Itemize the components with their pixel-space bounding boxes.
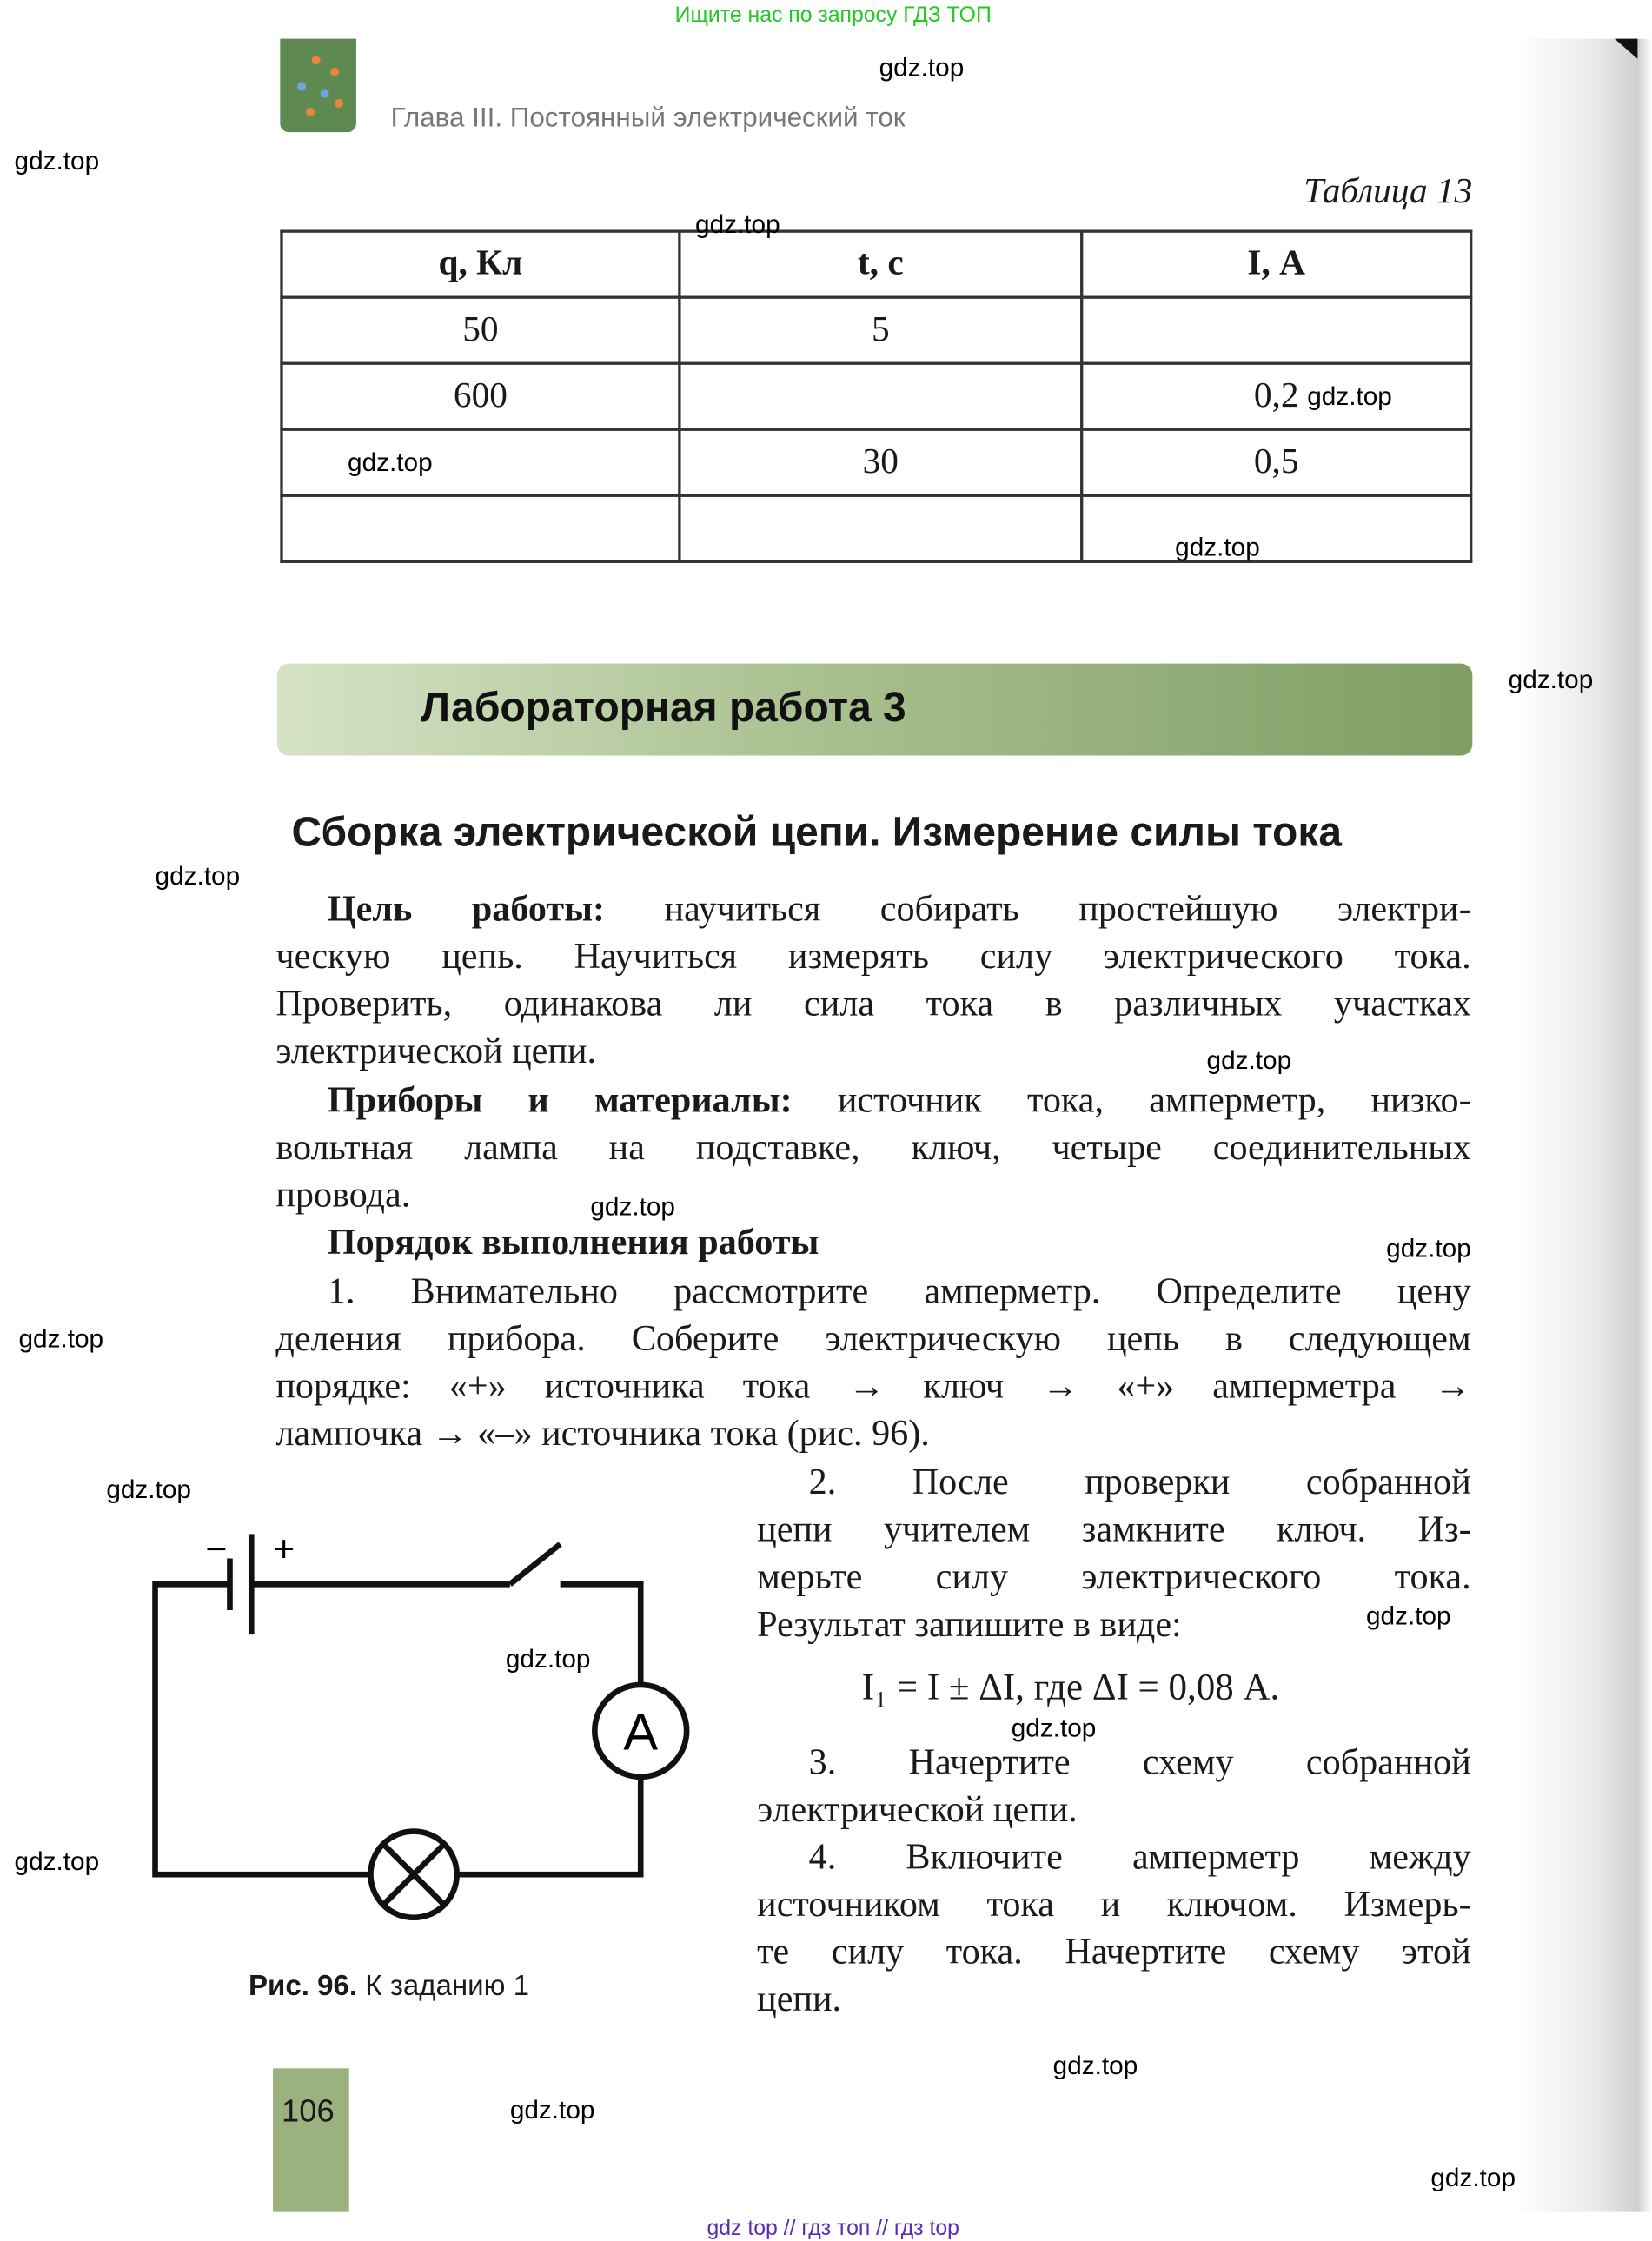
table-label: Таблица 13 (1304, 172, 1473, 211)
step3-line: электрической цепи. (757, 1787, 1078, 1830)
watermark: gdz.top (14, 1847, 100, 1876)
watermark: gdz.top (14, 146, 100, 176)
chapter-title: Глава III. Постоянный электрический ток (390, 103, 906, 134)
cell: 5 (680, 297, 1082, 363)
lab-banner-text: Лабораторная работа 3 (421, 685, 906, 732)
figure-caption (249, 1971, 529, 2004)
cell: 0,2 (1082, 363, 1471, 429)
page-number-tab (273, 2068, 349, 2211)
caption-label: Рис. 96. (248, 1970, 358, 2003)
cell: 0,5 (1082, 429, 1471, 495)
cell (282, 495, 680, 561)
watermark: gdz.top (1366, 1601, 1451, 1631)
cell (1082, 297, 1471, 363)
page-number: 106 (281, 2092, 335, 2129)
watermark: gdz.top (155, 861, 241, 891)
goal-label: Цель работы: (327, 887, 606, 930)
minus-sign: − (205, 1528, 228, 1570)
goal-line: Проверить, одинакова ли сила тока в различных участках (275, 982, 1471, 1024)
procedure-heading: Порядок выполнения работы (327, 1221, 819, 1263)
step1-line: лампочка → «–» источника тока (рис. 96). (275, 1411, 930, 1454)
watermark: gdz.top (1011, 1714, 1097, 1743)
step2-line: 2. После проверки собранной (808, 1461, 1471, 1503)
materials-line (328, 1076, 1471, 1124)
step1-line: деления прибора. Соберите электрическую цепь в следующем (275, 1316, 1471, 1359)
step4-line: 4. Включите амперметр между (808, 1835, 1471, 1878)
materials-label: Приборы и материалы: (327, 1078, 793, 1121)
header-i: I, А (1082, 231, 1471, 297)
cell (1082, 495, 1471, 561)
caption-text: К заданию 1 (357, 1970, 530, 2003)
cell: 50 (282, 297, 680, 363)
watermark: gdz.top (18, 1324, 104, 1354)
step4-line: источником тока и ключом. Измерь- (757, 1883, 1471, 1926)
cell (680, 363, 1082, 429)
table-row (282, 297, 1471, 363)
promo-top[interactable]: Ищите нас по запросу ГДЗ ТОП (674, 3, 992, 28)
step1-line: порядке: «+» источника тока → ключ → «+» амперметра → (275, 1364, 1471, 1407)
table-row (282, 363, 1471, 429)
chapter-icon (280, 39, 356, 132)
watermark: gdz.top (879, 53, 965, 83)
text: источник тока, амперметр, низко- (792, 1078, 1471, 1121)
step4-line: те силу тока. Начертите схему этой (757, 1930, 1471, 1972)
page-fold-shadow (1516, 39, 1652, 2212)
watermark: gdz.top (1386, 1233, 1471, 1263)
watermark: gdz.top (590, 1191, 675, 1222)
circuit-diagram (129, 1515, 704, 1946)
watermark: gdz.top (1307, 381, 1392, 411)
step1-line: 1. Внимательно рассмотрите амперметр. Определите цену (327, 1270, 1471, 1312)
watermark: gdz.top (106, 1475, 191, 1504)
watermark: gdz.top (1508, 665, 1594, 694)
goal-line: ческую цепь. Научиться измерять силу электрического тока. (275, 935, 1471, 978)
table-row (282, 495, 1471, 561)
lab-title: Сборка электрической цепи. Измерение силы тока (291, 810, 1342, 857)
wire (156, 1584, 371, 1874)
data-table (280, 229, 1472, 562)
promo-bottom[interactable]: gdz top // гдз топ // гдз top (707, 2216, 959, 2241)
table-row (282, 429, 1471, 495)
page-corner (1615, 39, 1637, 59)
goal-line: электрической цепи. (275, 1030, 597, 1072)
ammeter-label: A (623, 1702, 659, 1761)
watermark: gdz.top (1206, 1045, 1292, 1075)
step2-line: цепи учителем замкните ключ. Из- (757, 1508, 1471, 1550)
cell: 600 (282, 363, 680, 429)
formula: I₁ = I ± ΔI, где ΔI = 0,08 А. (861, 1666, 1280, 1708)
goal-line (328, 885, 1471, 932)
watermark: gdz.top (1175, 533, 1260, 562)
cell (680, 495, 1082, 561)
text: научиться собирать простейшую электри- (605, 887, 1471, 930)
lab-banner (277, 664, 1472, 756)
step2-line: мерьте силу электрического тока. (757, 1555, 1471, 1598)
switch-lever (510, 1544, 561, 1584)
cell (282, 429, 680, 495)
watermark: gdz.top (1430, 2163, 1516, 2192)
cell: 30 (680, 429, 1082, 495)
table-header-row (282, 231, 1471, 297)
header-q: q, Кл (282, 231, 680, 297)
materials-line: провода. (275, 1173, 411, 1216)
materials-line: вольтная лампа на подставке, ключ, четыре соединительных (275, 1125, 1471, 1168)
header-t: t, с (680, 231, 1082, 297)
watermark: gdz.top (509, 2095, 595, 2125)
watermark: gdz.top (695, 209, 780, 239)
step3-line: 3. Начертите схему собранной (808, 1740, 1471, 1783)
step2-line: Результат запишите в виде: (757, 1602, 1182, 1645)
watermark: gdz.top (1052, 2051, 1138, 2080)
watermark: gdz.top (505, 1644, 591, 1674)
watermark: gdz.top (348, 448, 433, 477)
step4-line: цепи. (757, 1978, 842, 2020)
wire (457, 1777, 641, 1874)
plus-sign: + (273, 1528, 295, 1570)
